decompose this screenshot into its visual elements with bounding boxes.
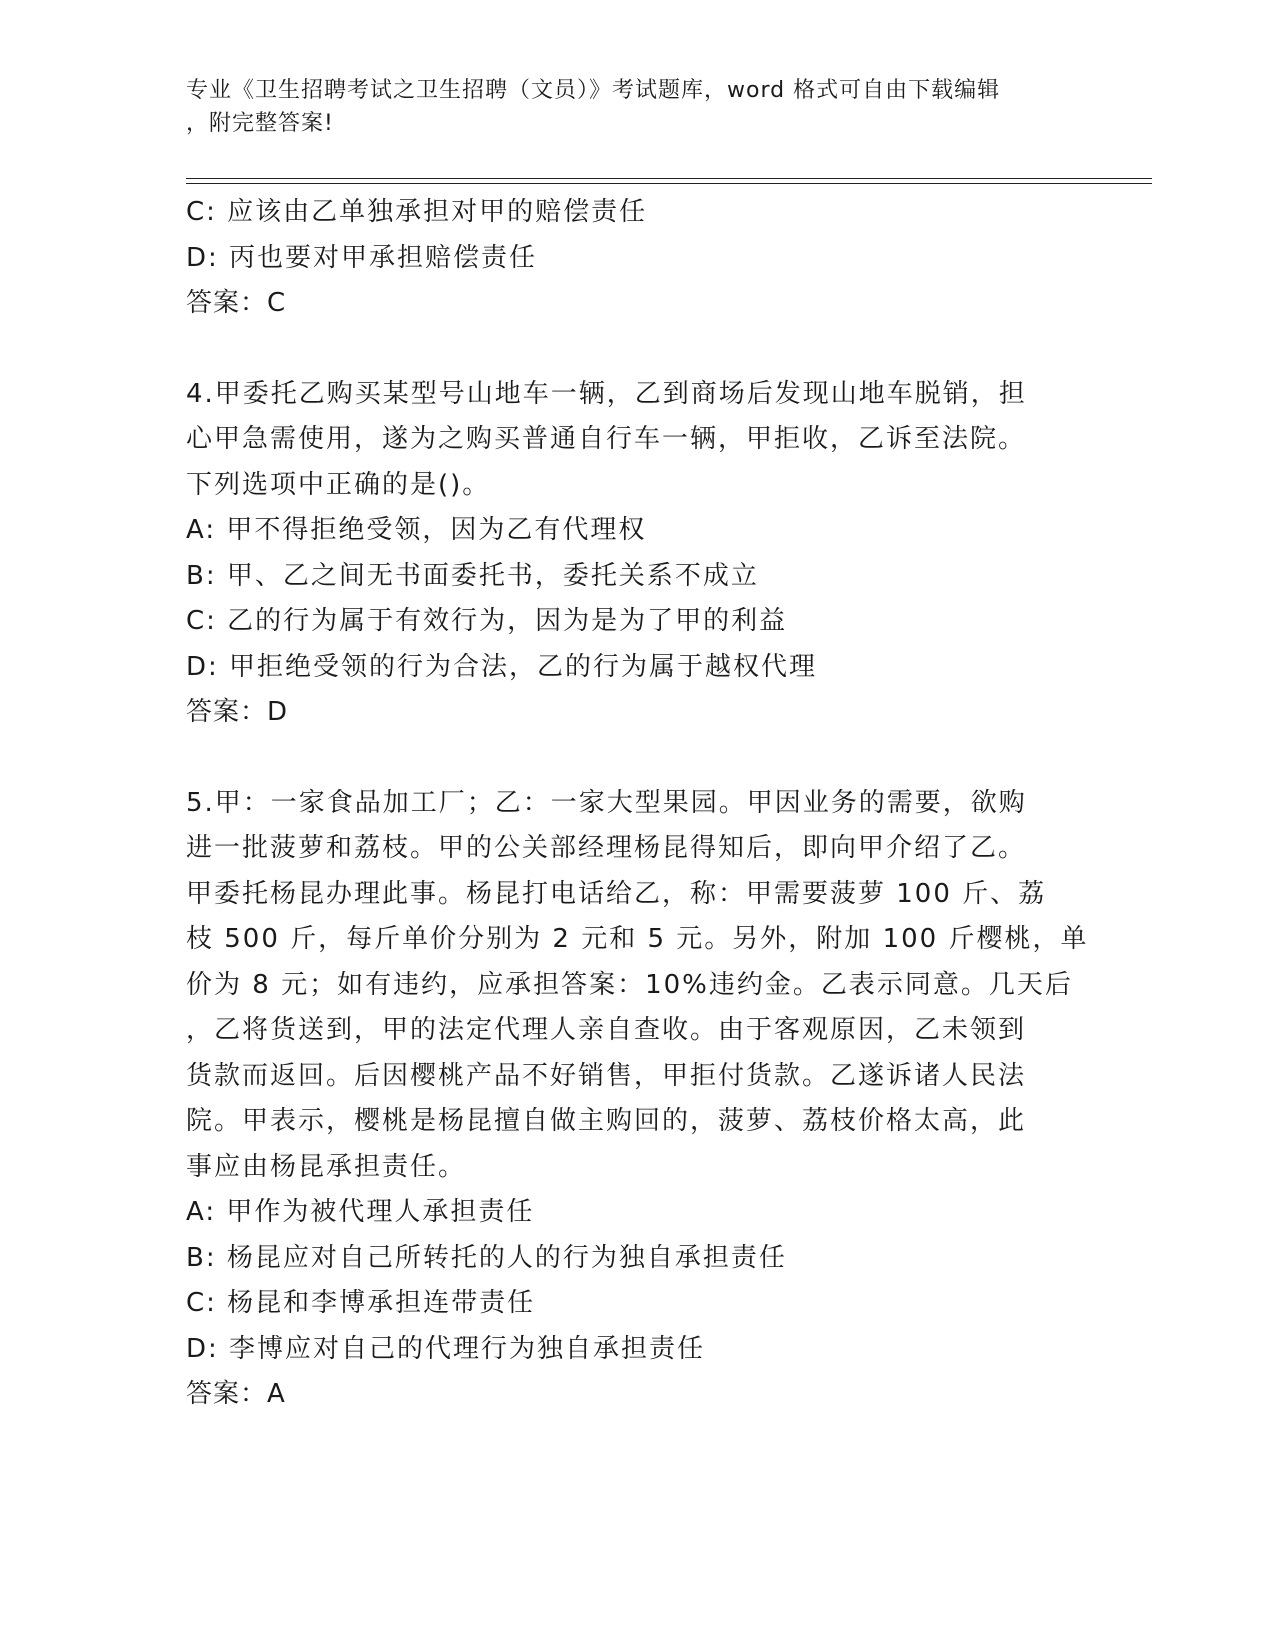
question-4 xyxy=(186,372,1086,736)
question-5-stem-line: ，乙将货送到，甲的法定代理人亲自查收。由于客观原因，乙未领到 xyxy=(186,1015,1027,1045)
document-body xyxy=(186,190,1089,1418)
question-5-option-a: A: 甲作为被代理人承担责任 xyxy=(186,1197,535,1227)
question-5-stem-line: 院。甲表示，樱桃是杨昆擅自做主购回的，菠萝、荔枝价格太高，此 xyxy=(186,1106,1027,1136)
question-5-stem-line: 进一批菠萝和荔枝。甲的公关部经理杨昆得知后，即向甲介绍了乙。 xyxy=(186,833,1027,863)
header-divider-bottom xyxy=(186,183,1152,184)
question-3-option-c: C: 应该由乙单独承担对甲的赔偿责任 xyxy=(186,197,648,227)
question-4-option-d: D: 甲拒绝受领的行为合法，乙的行为属于越权代理 xyxy=(186,651,818,682)
header-divider-top xyxy=(186,178,1152,179)
question-5 xyxy=(186,781,1089,1418)
question-4-option-c: C: 乙的行为属于有效行为，因为是为了甲的利益 xyxy=(186,606,788,636)
question-5-stem-line: 价为 8 元；如有违约，应承担答案：10%违约金。乙表示同意。几天后 xyxy=(186,969,1073,1000)
question-4-stem-line: 心甲急需使用，遂为之购买普通自行车一辆，甲拒收，乙诉至法院。 xyxy=(186,424,1027,454)
header-line-2: ，附完整答案! xyxy=(186,111,334,136)
question-5-stem-line: 事应由杨昆承担责任。 xyxy=(186,1151,467,1182)
spacer xyxy=(186,327,1086,372)
question-5-stem-line: 货款而返回。后因樱桃产品不好销售，甲拒付货款。乙遂诉诸人民法 xyxy=(186,1060,1027,1091)
question-4-answer: 答案：D xyxy=(186,697,289,727)
question-4-option-a: A: 甲不得拒绝受领，因为乙有代理权 xyxy=(186,515,647,545)
question-5-option-d: D: 李博应对自己的代理行为独自承担责任 xyxy=(186,1333,706,1364)
question-5-stem-line: 枝 500 斤，每斤单价分别为 2 元和 5 元。另外，附加 100 斤樱桃，单 xyxy=(186,924,1089,954)
question-4-stem-line: 4.甲委托乙购买某型号山地车一辆，乙到商场后发现山地车脱销，担 xyxy=(186,378,1027,409)
question-5-option-b: B: 杨昆应对自己所转托的人的行为独自承担责任 xyxy=(186,1242,787,1273)
question-5-stem-line: 5.甲：一家食品加工厂；乙：一家大型果园。甲因业务的需要，欲购 xyxy=(186,787,1027,818)
spacer xyxy=(186,736,1086,781)
question-4-stem-line: 下列选项中正确的是()。 xyxy=(186,469,491,500)
header-line-1: 专业《卫生招聘考试之卫生招聘（文员）》考试题库，word 格式可自由下载编辑 xyxy=(186,78,1001,103)
question-3-tail xyxy=(186,190,1086,327)
question-3-option-d: D: 丙也要对甲承担赔偿责任 xyxy=(186,242,538,273)
question-5-stem-line: 甲委托杨昆办理此事。杨昆打电话给乙，称：甲需要菠萝 100 斤、荔 xyxy=(186,878,1047,909)
question-3-answer: 答案：C xyxy=(186,288,287,318)
question-4-option-b: B: 甲、乙之间无书面委托书，委托关系不成立 xyxy=(186,560,759,591)
page-header xyxy=(186,74,1066,140)
question-5-answer: 答案：A xyxy=(186,1379,286,1409)
question-5-option-c: C: 杨昆和李博承担连带责任 xyxy=(186,1288,536,1318)
